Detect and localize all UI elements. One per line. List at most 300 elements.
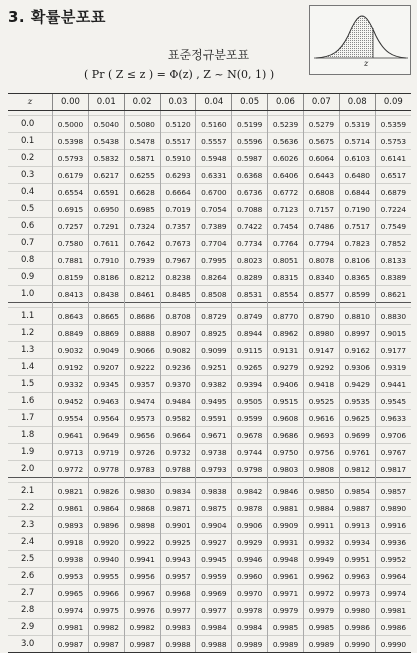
row-z-value: 2.3: [8, 517, 53, 534]
probability-cell: 0.8729: [196, 308, 232, 325]
probability-cell: 0.9525: [303, 393, 339, 410]
probability-cell: 0.9906: [232, 517, 268, 534]
probability-cell: 0.6517: [375, 167, 411, 184]
probability-cell: 0.7224: [375, 201, 411, 218]
probability-cell: 0.6293: [160, 167, 196, 184]
probability-cell: 0.8461: [124, 286, 160, 303]
probability-cell: 0.9625: [339, 410, 375, 427]
probability-cell: 0.9986: [339, 619, 375, 636]
probability-cell: 0.7054: [196, 201, 232, 218]
probability-cell: 0.9495: [196, 393, 232, 410]
probability-cell: 0.9515: [268, 393, 304, 410]
probability-cell: 0.9861: [53, 500, 89, 517]
table-row: [8, 619, 411, 636]
probability-cell: 0.9961: [268, 568, 304, 585]
probability-cell: 0.8051: [268, 252, 304, 269]
header-col: 0.02: [124, 94, 160, 111]
probability-cell: 0.9332: [53, 376, 89, 393]
probability-cell: 0.6368: [232, 167, 268, 184]
table-row: [8, 235, 411, 252]
probability-cell: 0.9962: [303, 568, 339, 585]
probability-cell: 0.9949: [303, 551, 339, 568]
probability-cell: 0.6985: [124, 201, 160, 218]
probability-cell: 0.7486: [303, 218, 339, 235]
probability-cell: 0.9706: [375, 427, 411, 444]
table-row: [8, 269, 411, 286]
probability-cell: 0.9973: [339, 585, 375, 602]
probability-cell: 0.9830: [124, 483, 160, 500]
probability-cell: 0.9222: [124, 359, 160, 376]
probability-cell: 0.5319: [339, 116, 375, 133]
probability-cell: 0.9951: [339, 551, 375, 568]
probability-cell: 0.5832: [88, 150, 124, 167]
probability-cell: 0.9808: [303, 461, 339, 478]
probability-cell: 0.9868: [124, 500, 160, 517]
probability-cell: 0.9744: [232, 444, 268, 461]
probability-cell: 0.9032: [53, 342, 89, 359]
table-row: [8, 534, 411, 551]
probability-cell: 0.7580: [53, 235, 89, 252]
probability-cell: 0.5438: [88, 133, 124, 150]
probability-cell: 0.8907: [160, 325, 196, 342]
probability-cell: 0.9911: [303, 517, 339, 534]
probability-cell: 0.9896: [88, 517, 124, 534]
probability-cell: 0.8315: [268, 269, 304, 286]
probability-cell: 0.8980: [303, 325, 339, 342]
probability-cell: 0.9633: [375, 410, 411, 427]
probability-cell: 0.8238: [160, 269, 196, 286]
header-row: [8, 94, 411, 111]
probability-cell: 0.8708: [160, 308, 196, 325]
probability-cell: 0.5948: [196, 150, 232, 167]
probability-cell: 0.8078: [303, 252, 339, 269]
probability-cell: 0.7794: [303, 235, 339, 252]
probability-cell: 0.9887: [339, 500, 375, 517]
probability-cell: 0.9971: [268, 585, 304, 602]
probability-cell: 0.6331: [196, 167, 232, 184]
probability-table: [8, 93, 411, 653]
row-z-value: 0.0: [8, 116, 53, 133]
probability-cell: 0.8340: [303, 269, 339, 286]
probability-cell: 0.9984: [196, 619, 232, 636]
probability-cell: 0.9901: [160, 517, 196, 534]
probability-cell: 0.9554: [53, 410, 89, 427]
row-z-value: 1.4: [8, 359, 53, 376]
table-row: [8, 393, 411, 410]
probability-cell: 0.8133: [375, 252, 411, 269]
probability-cell: 0.7517: [339, 218, 375, 235]
probability-cell: 0.7881: [53, 252, 89, 269]
probability-cell: 0.9693: [303, 427, 339, 444]
probability-cell: 0.8106: [339, 252, 375, 269]
probability-cell: 0.9429: [339, 376, 375, 393]
table-row: [8, 427, 411, 444]
probability-cell: 0.9719: [88, 444, 124, 461]
probability-cell: 0.9826: [88, 483, 124, 500]
probability-cell: 0.9357: [124, 376, 160, 393]
probability-cell: 0.9441: [375, 376, 411, 393]
row-z-value: 1.9: [8, 444, 53, 461]
row-z-value: 2.7: [8, 585, 53, 602]
probability-cell: 0.9946: [232, 551, 268, 568]
probability-cell: 0.9463: [88, 393, 124, 410]
row-z-value: 0.6: [8, 218, 53, 235]
probability-cell: 0.9979: [268, 602, 304, 619]
probability-cell: 0.5398: [53, 133, 89, 150]
probability-cell: 0.6217: [88, 167, 124, 184]
probability-cell: 0.6064: [303, 150, 339, 167]
probability-cell: 0.9793: [196, 461, 232, 478]
probability-cell: 0.9918: [53, 534, 89, 551]
probability-cell: 0.9988: [160, 636, 196, 653]
table-row: [8, 201, 411, 218]
row-z-value: 0.8: [8, 252, 53, 269]
probability-cell: 0.9864: [88, 500, 124, 517]
probability-cell: 0.8749: [232, 308, 268, 325]
probability-cell: 0.6844: [339, 184, 375, 201]
probability-cell: 0.9382: [196, 376, 232, 393]
probability-cell: 0.8849: [53, 325, 89, 342]
table-row: [8, 133, 411, 150]
probability-cell: 0.9608: [268, 410, 304, 427]
table-row: [8, 483, 411, 500]
table-row: [8, 184, 411, 201]
probability-cell: 0.9049: [88, 342, 124, 359]
row-z-value: 2.0: [8, 461, 53, 478]
probability-cell: 0.9980: [339, 602, 375, 619]
probability-cell: 0.9934: [339, 534, 375, 551]
probability-cell: 0.9984: [232, 619, 268, 636]
probability-cell: 0.7123: [268, 201, 304, 218]
table-row: [8, 444, 411, 461]
probability-cell: 0.9974: [375, 585, 411, 602]
row-z-value: 1.8: [8, 427, 53, 444]
table-row: [8, 167, 411, 184]
row-z-value: 1.1: [8, 308, 53, 325]
probability-cell: 0.9972: [303, 585, 339, 602]
probability-cell: 0.9955: [88, 568, 124, 585]
probability-cell: 0.9956: [124, 568, 160, 585]
probability-cell: 0.8485: [160, 286, 196, 303]
probability-cell: 0.9875: [196, 500, 232, 517]
row-z-value: 1.3: [8, 342, 53, 359]
table-row: [8, 551, 411, 568]
probability-cell: 0.9671: [196, 427, 232, 444]
row-z-value: 2.1: [8, 483, 53, 500]
probability-cell: 0.9964: [375, 568, 411, 585]
probability-cell: 0.9474: [124, 393, 160, 410]
probability-cell: 0.9838: [196, 483, 232, 500]
table-row: [8, 308, 411, 325]
probability-cell: 0.9115: [232, 342, 268, 359]
probability-cell: 0.6141: [375, 150, 411, 167]
probability-cell: 0.9931: [268, 534, 304, 551]
probability-cell: 0.9664: [160, 427, 196, 444]
header-col: 0.07: [303, 94, 339, 111]
probability-cell: 0.6179: [53, 167, 89, 184]
probability-cell: 0.5160: [196, 116, 232, 133]
probability-cell: 0.9990: [375, 636, 411, 653]
probability-cell: 0.9236: [160, 359, 196, 376]
probability-cell: 0.6915: [53, 201, 89, 218]
table-row: [8, 517, 411, 534]
probability-cell: 0.8665: [88, 308, 124, 325]
probability-cell: 0.7157: [303, 201, 339, 218]
probability-cell: 0.5793: [53, 150, 89, 167]
probability-cell: 0.9292: [303, 359, 339, 376]
probability-cell: 0.8508: [196, 286, 232, 303]
probability-cell: 0.9989: [303, 636, 339, 653]
probability-cell: 0.8159: [53, 269, 89, 286]
table-row: [8, 116, 411, 133]
row-z-value: 0.4: [8, 184, 53, 201]
probability-cell: 0.8643: [53, 308, 89, 325]
probability-cell: 0.8997: [339, 325, 375, 342]
probability-cell: 0.6772: [268, 184, 304, 201]
probability-cell: 0.9582: [160, 410, 196, 427]
probability-cell: 0.9319: [375, 359, 411, 376]
probability-cell: 0.9909: [268, 517, 304, 534]
probability-cell: 0.9938: [53, 551, 89, 568]
probability-cell: 0.9952: [375, 551, 411, 568]
probability-cell: 0.9967: [124, 585, 160, 602]
probability-cell: 0.9985: [303, 619, 339, 636]
probability-cell: 0.9564: [88, 410, 124, 427]
table-row: [8, 325, 411, 342]
row-z-value: 1.6: [8, 393, 53, 410]
formula: ( Pr ( Z ≤ z ) = Φ(z) , Z ~ N(0, 1) ): [84, 68, 275, 81]
row-z-value: 1.7: [8, 410, 53, 427]
probability-cell: 0.5279: [303, 116, 339, 133]
probability-cell: 0.5239: [268, 116, 304, 133]
probability-cell: 0.9957: [160, 568, 196, 585]
probability-cell: 0.9686: [268, 427, 304, 444]
probability-cell: 0.9871: [160, 500, 196, 517]
probability-cell: 0.7704: [196, 235, 232, 252]
probability-cell: 0.9890: [375, 500, 411, 517]
probability-cell: 0.5557: [196, 133, 232, 150]
probability-cell: 0.9452: [53, 393, 89, 410]
probability-cell: 0.9783: [124, 461, 160, 478]
probability-cell: 0.9738: [196, 444, 232, 461]
probability-cell: 0.9978: [232, 602, 268, 619]
probability-cell: 0.8810: [339, 308, 375, 325]
probability-cell: 0.9981: [53, 619, 89, 636]
probability-cell: 0.9484: [160, 393, 196, 410]
probability-cell: 0.9834: [160, 483, 196, 500]
probability-cell: 0.8830: [375, 308, 411, 325]
row-z-value: 0.3: [8, 167, 53, 184]
table-body: [8, 111, 411, 653]
probability-cell: 0.6554: [53, 184, 89, 201]
probability-cell: 0.6628: [124, 184, 160, 201]
probability-cell: 0.9649: [88, 427, 124, 444]
probability-cell: 0.8438: [88, 286, 124, 303]
probability-cell: 0.5714: [339, 133, 375, 150]
probability-cell: 0.6950: [88, 201, 124, 218]
probability-cell: 0.8869: [88, 325, 124, 342]
probability-cell: 0.5120: [160, 116, 196, 133]
probability-cell: 0.6700: [196, 184, 232, 201]
probability-cell: 0.9943: [160, 551, 196, 568]
probability-cell: 0.9987: [124, 636, 160, 653]
probability-cell: 0.9932: [303, 534, 339, 551]
probability-cell: 0.7549: [375, 218, 411, 235]
header-z: z: [8, 94, 53, 111]
probability-cell: 0.7939: [124, 252, 160, 269]
probability-cell: 0.9699: [339, 427, 375, 444]
probability-cell: 0.5987: [232, 150, 268, 167]
probability-cell: 0.9761: [339, 444, 375, 461]
probability-cell: 0.9573: [124, 410, 160, 427]
probability-cell: 0.7019: [160, 201, 196, 218]
probability-cell: 0.9982: [124, 619, 160, 636]
table-row: [8, 500, 411, 517]
probability-cell: 0.9989: [268, 636, 304, 653]
probability-cell: 0.9803: [268, 461, 304, 478]
probability-cell: 0.9974: [53, 602, 89, 619]
row-z-value: 2.5: [8, 551, 53, 568]
probability-cell: 0.8962: [268, 325, 304, 342]
probability-cell: 0.9846: [268, 483, 304, 500]
header-col: 0.09: [375, 94, 411, 111]
row-z-value: 3.0: [8, 636, 53, 653]
probability-cell: 0.5040: [88, 116, 124, 133]
probability-cell: 0.8531: [232, 286, 268, 303]
probability-cell: 0.8264: [196, 269, 232, 286]
probability-cell: 0.9251: [196, 359, 232, 376]
probability-cell: 0.9713: [53, 444, 89, 461]
probability-cell: 0.9265: [232, 359, 268, 376]
table-row: [8, 585, 411, 602]
row-z-value: 0.5: [8, 201, 53, 218]
normal-curve-svg: [310, 6, 410, 74]
probability-cell: 0.9015: [375, 325, 411, 342]
curve-z-label: z: [364, 59, 369, 68]
probability-cell: 0.8365: [339, 269, 375, 286]
probability-cell: 0.9983: [160, 619, 196, 636]
row-z-value: 1.5: [8, 376, 53, 393]
probability-cell: 0.7190: [339, 201, 375, 218]
probability-cell: 0.9953: [53, 568, 89, 585]
row-z-value: 0.7: [8, 235, 53, 252]
probability-cell: 0.9925: [160, 534, 196, 551]
header-col: 0.04: [196, 94, 232, 111]
probability-cell: 0.7611: [88, 235, 124, 252]
table-title: 표준정규분포표: [167, 48, 250, 62]
probability-cell: 0.6443: [303, 167, 339, 184]
probability-cell: 0.9641: [53, 427, 89, 444]
probability-cell: 0.9968: [160, 585, 196, 602]
probability-cell: 0.9985: [268, 619, 304, 636]
probability-cell: 0.9922: [124, 534, 160, 551]
probability-cell: 0.8925: [196, 325, 232, 342]
probability-cell: 0.9406: [268, 376, 304, 393]
probability-cell: 0.7764: [268, 235, 304, 252]
probability-cell: 0.9732: [160, 444, 196, 461]
probability-cell: 0.8186: [88, 269, 124, 286]
probability-cell: 0.9965: [53, 585, 89, 602]
probability-cell: 0.9656: [124, 427, 160, 444]
probability-cell: 0.5359: [375, 116, 411, 133]
probability-cell: 0.9987: [88, 636, 124, 653]
probability-cell: 0.9920: [88, 534, 124, 551]
probability-cell: 0.9817: [375, 461, 411, 478]
normal-curve-figure: [309, 5, 411, 75]
probability-cell: 0.9904: [196, 517, 232, 534]
probability-cell: 0.5910: [160, 150, 196, 167]
probability-cell: 0.9940: [88, 551, 124, 568]
header-col: 0.01: [88, 94, 124, 111]
probability-cell: 0.9987: [53, 636, 89, 653]
probability-cell: 0.7852: [375, 235, 411, 252]
probability-cell: 0.9948: [268, 551, 304, 568]
probability-cell: 0.8770: [268, 308, 304, 325]
probability-cell: 0.8686: [124, 308, 160, 325]
table-row: [8, 150, 411, 167]
probability-cell: 0.5871: [124, 150, 160, 167]
probability-cell: 0.5199: [232, 116, 268, 133]
probability-cell: 0.9976: [124, 602, 160, 619]
probability-cell: 0.7673: [160, 235, 196, 252]
row-z-value: 0.2: [8, 150, 53, 167]
row-z-value: 1.2: [8, 325, 53, 342]
probability-cell: 0.7454: [268, 218, 304, 235]
probability-cell: 0.9099: [196, 342, 232, 359]
probability-cell: 0.5000: [53, 116, 89, 133]
probability-cell: 0.9916: [375, 517, 411, 534]
row-z-value: 0.1: [8, 133, 53, 150]
table-row: [8, 252, 411, 269]
probability-cell: 0.9591: [196, 410, 232, 427]
table-row: [8, 218, 411, 235]
probability-cell: 0.8790: [303, 308, 339, 325]
header-col: 0.00: [53, 94, 89, 111]
probability-cell: 0.6103: [339, 150, 375, 167]
row-z-value: 2.6: [8, 568, 53, 585]
probability-cell: 0.5753: [375, 133, 411, 150]
probability-cell: 0.9678: [232, 427, 268, 444]
probability-cell: 0.9854: [339, 483, 375, 500]
probability-cell: 0.6026: [268, 150, 304, 167]
probability-cell: 0.9599: [232, 410, 268, 427]
probability-cell: 0.6736: [232, 184, 268, 201]
probability-cell: 0.9842: [232, 483, 268, 500]
probability-cell: 0.8621: [375, 286, 411, 303]
probability-cell: 0.9979: [303, 602, 339, 619]
table-row: [8, 359, 411, 376]
probability-cell: 0.8944: [232, 325, 268, 342]
probability-cell: 0.9162: [339, 342, 375, 359]
header-col: 0.05: [232, 94, 268, 111]
probability-cell: 0.9977: [160, 602, 196, 619]
probability-cell: 0.9975: [88, 602, 124, 619]
probability-cell: 0.8389: [375, 269, 411, 286]
probability-cell: 0.9778: [88, 461, 124, 478]
probability-cell: 0.9881: [268, 500, 304, 517]
table-row: [8, 568, 411, 585]
probability-cell: 0.9798: [232, 461, 268, 478]
probability-cell: 0.5596: [232, 133, 268, 150]
probability-cell: 0.9772: [53, 461, 89, 478]
probability-cell: 0.9941: [124, 551, 160, 568]
probability-cell: 0.9929: [232, 534, 268, 551]
probability-cell: 0.7642: [124, 235, 160, 252]
probability-cell: 0.9977: [196, 602, 232, 619]
probability-cell: 0.6664: [160, 184, 196, 201]
probability-cell: 0.9970: [232, 585, 268, 602]
probability-cell: 0.8577: [303, 286, 339, 303]
